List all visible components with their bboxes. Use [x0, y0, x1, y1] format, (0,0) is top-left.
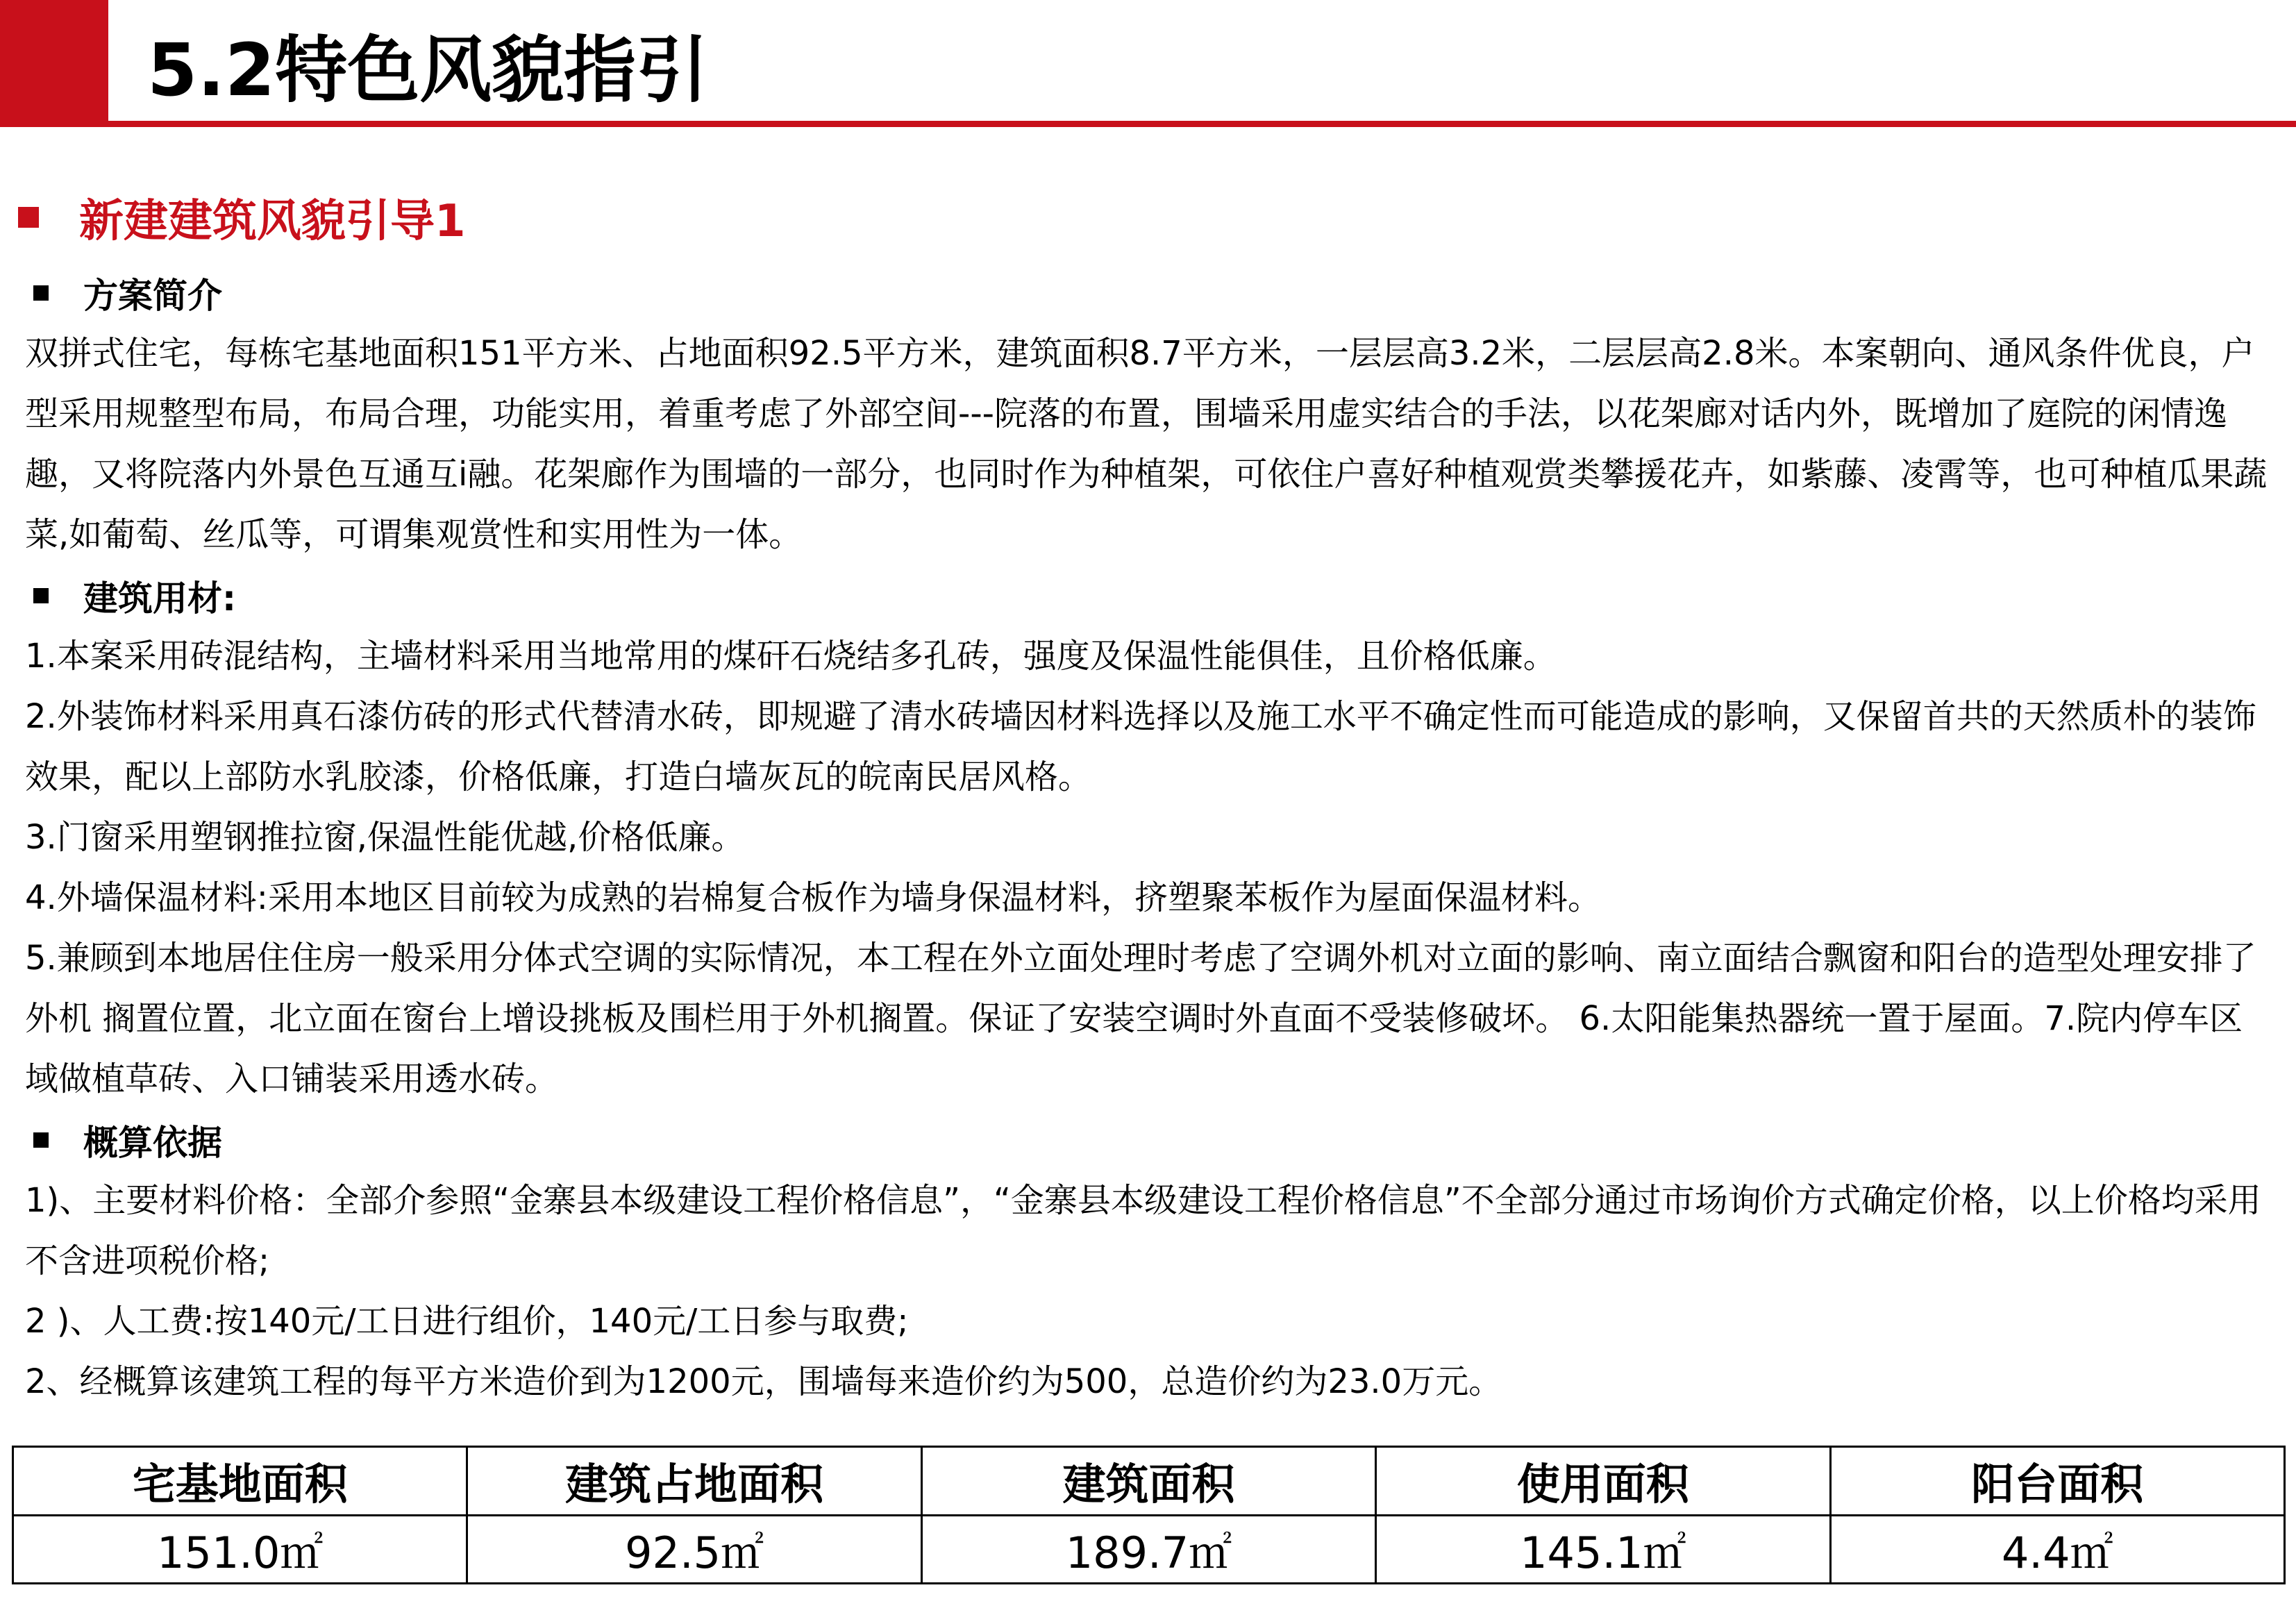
- title-underline: [108, 121, 2296, 127]
- subheading-text: 概算依据: [83, 1123, 222, 1163]
- paragraph-material-1: 1.本案采用砖混结构，主墙材料采用当地常用的煤矸石烧结多孔砖，强度及保温性能俱佳，且价格低廉。: [25, 637, 1557, 676]
- paragraph-estimate-3: 2、经概算该建筑工程的每平方米造价到为1200元，围墙每来造价约为500，总造价约为23.0万元。: [25, 1362, 1502, 1401]
- section-title: [18, 179, 466, 256]
- subheading-text: 建筑用材:: [83, 578, 236, 619]
- subheading-scheme-intro: [25, 262, 2274, 324]
- page-title: 5.2特色风貌指引: [147, 28, 709, 112]
- area-table: [12, 1446, 2286, 1584]
- subheading-estimate-basis: [25, 1110, 2274, 1171]
- subheading-text: 方案简介: [83, 276, 222, 316]
- paragraph-material-4: 4.外墙保温材料:采用本地区目前较为成熟的岩棉复合板作为墙身保温材料，挤塑聚苯板作为屋面保温材料。: [25, 878, 1601, 917]
- table-cell: 92.5㎡: [467, 1515, 921, 1584]
- table-header-cell: 建筑面积: [921, 1447, 1375, 1516]
- table-header-row: [13, 1447, 2285, 1516]
- paragraph-material-2: 2.外装饰材料采用真石漆仿砖的形式代替清水砖，即规避了清水砖墙因材料选择以及施工水平不确定性而可能造成的影响，又保留首共的天然质朴的装饰效果，配以上部防水乳胶漆，价格低廉，打造白墙灰瓦的皖南民居风格。: [25, 697, 2256, 796]
- title-accent-block: [0, 0, 108, 127]
- square-bullet-icon: [33, 588, 49, 603]
- paragraph-material-3: 3.门窗采用塑钢推拉窗,保温性能优越,价格低廉。: [25, 818, 745, 857]
- paragraph-scheme-intro: 双拼式住宅，每栋宅基地面积151平方米、占地面积92.5平方米，建筑面积8.7平方米，一层层高3.2米，二层层高2.8米。本案朝向、通风条件优良，户型采用规整型布局，布局合理，功能实用，着重考虑了外部空间---院落的布置，围墙采用虚实结合的手法，以花架廊对话内外，既增加了庭院的闲情逸趣，又将院落内外景色互通互i融。花架廊作为围墙的一部分，也同时作为种植架，可依住户喜好种植观赏类攀援花卉，如紫藤、凌霄等，也可种植瓜果蔬菜,如葡萄、丝瓜等，可谓集观赏性和实用性为一体。: [25, 334, 2268, 554]
- table-header-cell: 建筑占地面积: [467, 1447, 921, 1516]
- table-cell: 189.7㎡: [921, 1515, 1375, 1584]
- content-body: [25, 262, 2274, 1412]
- section-title-text: 新建建筑风貌引导1: [79, 196, 466, 247]
- table-row: [13, 1515, 2285, 1584]
- table-header-cell: 使用面积: [1376, 1447, 1830, 1516]
- square-bullet-icon: [33, 1132, 49, 1148]
- table-header-cell: 宅基地面积: [13, 1447, 467, 1516]
- table-cell: 4.4㎡: [1830, 1515, 2284, 1584]
- red-square-bullet-icon: [18, 207, 39, 228]
- paragraph-estimate-2: 2 )、人工费:按140元/工日进行组价，140元/工日参与取费;: [25, 1302, 909, 1341]
- paragraph-estimate-1: 1)、主要材料价格：全部介参照“金寨县本级建设工程价格信息”，“金寨县本级建设工程价格信息”不全部分通过市场询价方式确定价格，以上价格均采用不含进项税价格;: [25, 1181, 2261, 1280]
- square-bullet-icon: [33, 285, 49, 301]
- table-header-cell: 阳台面积: [1830, 1447, 2284, 1516]
- table-cell: 151.0㎡: [13, 1515, 467, 1584]
- paragraph-material-5: 5.兼顾到本地居住住房一般采用分体式空调的实际情况，本工程在外立面处理时考虑了空调外机对立面的影响、南立面结合飘窗和阳台的造型处理安排了外机 搁置位置，北立面在窗台上增设挑板及围栏用于外机搁置。保证了安装空调时外直面不受装修破坏。 6.太阳能集热器统一置于屋面。7.院内停车区域做植草砖、入口铺装采用透水砖。: [25, 939, 2256, 1098]
- subheading-building-materials: [25, 565, 2274, 626]
- table-cell: 145.1㎡: [1376, 1515, 1830, 1584]
